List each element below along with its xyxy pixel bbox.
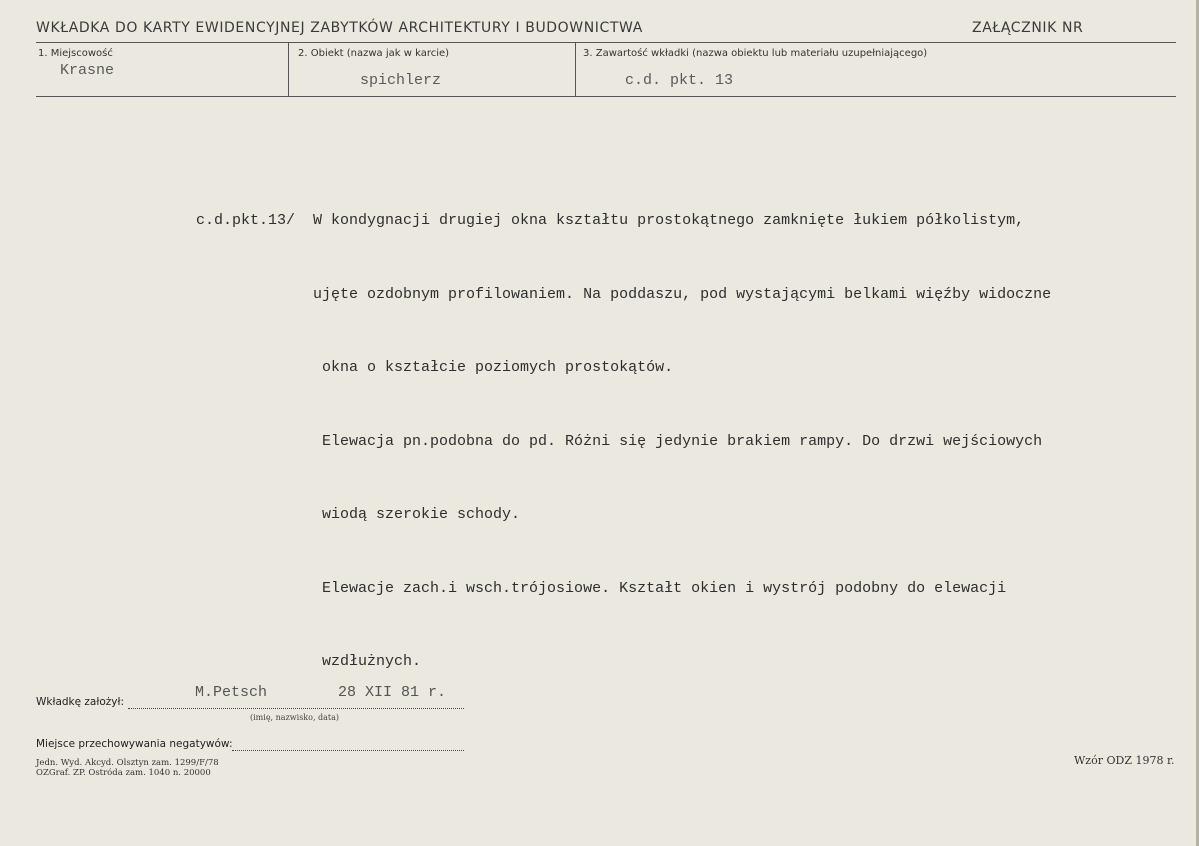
locality-value: Krasne (60, 62, 115, 79)
field-divider-1 (288, 42, 289, 96)
author-date: 28 XII 81 r. (338, 684, 447, 701)
description-line: wzdłużnych. (196, 653, 422, 670)
header-rule-bottom (36, 96, 1176, 97)
form-pattern-label: Wzór ODZ 1978 r. (1074, 754, 1175, 767)
description-line: Elewacje zach.i wsch.trójosiowe. Kształt okien i wystrój podobny do elewacji (196, 579, 1007, 597)
print-info-line-1: Jedn. Wyd. Akcyd. Olsztyn zam. 1299/F/78 (36, 758, 219, 768)
author-label: Wkładkę założył: (36, 696, 125, 708)
annex-number-label: ZAŁĄCZNIK NR (972, 20, 1084, 36)
field-divider-2 (575, 42, 576, 96)
description-text (196, 160, 1051, 724)
description-line: wiodą szerokie schody. (196, 506, 521, 523)
insert-content-value: c.d. pkt. 13 (625, 72, 734, 89)
description-line: ujęte ozdobnym profilowaniem. Na poddaszu, pod wystającymi belkami więźby widoczne (196, 285, 1052, 303)
author-name: M.Petsch (195, 684, 268, 701)
description-line: Elewacja pn.podobna do pd. Różni się jedynie brakiem rampy. Do drzwi wejściowych (196, 432, 1043, 450)
negatives-location-label: Miejsce przechowywania negatywów: (36, 738, 233, 750)
author-hint: (imię, nazwisko, data) (250, 713, 340, 722)
object-value: spichlerz (360, 72, 442, 89)
header-rule-top (36, 42, 1176, 43)
negatives-dotted-line (232, 750, 464, 751)
insert-content-label: 3. Zawartość wkładki (nazwa obiektu lub materiału uzupełniającego) (583, 48, 928, 59)
description-line: okna o kształcie poziomych prostokątów. (196, 359, 674, 376)
locality-label: 1. Miejscowość (38, 48, 113, 59)
card-title: WKŁADKA DO KARTY EWIDENCYJNEJ ZABYTKÓW ARCHITEKTURY I BUDOWNICTWA (36, 20, 643, 36)
print-info-line-2: OZGraf. ZP. Ostróda zam. 1040 n. 20000 (36, 768, 211, 778)
author-dotted-line (128, 708, 464, 709)
object-label: 2. Obiekt (nazwa jak w karcie) (298, 48, 450, 59)
description-line: c.d.pkt.13/ W kondygnacji drugiej okna kształtu prostokątnego zamknięte łukiem półkolistym, (196, 212, 1025, 229)
